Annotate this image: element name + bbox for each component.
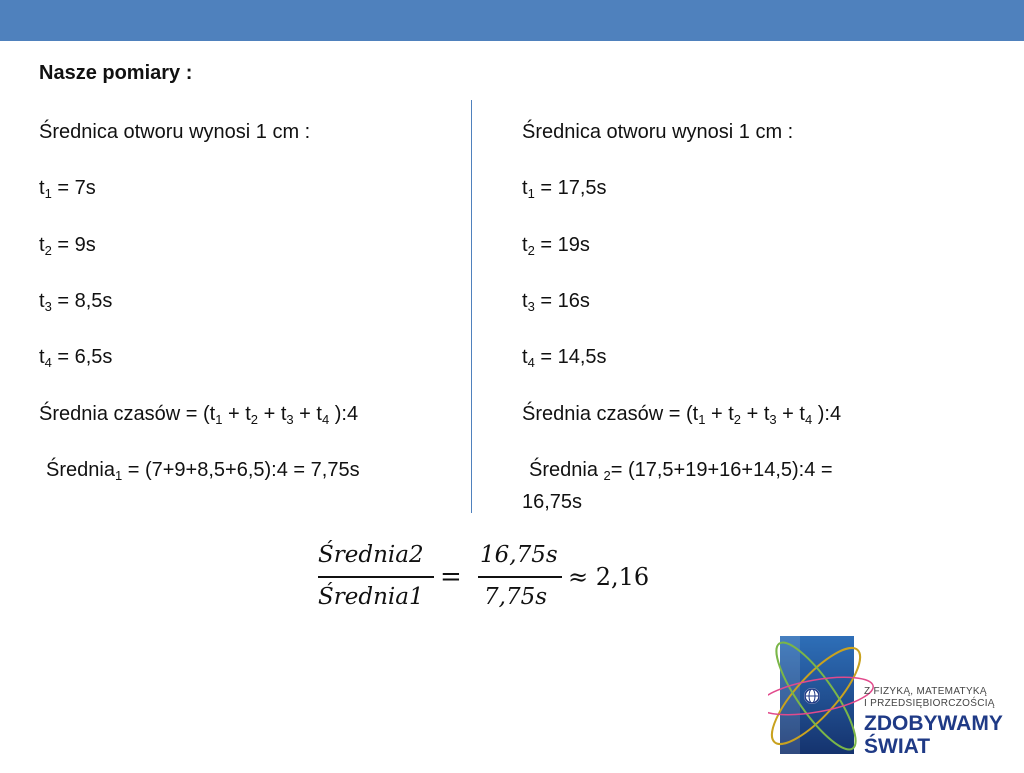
ratio-denominator-value: 7,75s bbox=[484, 584, 548, 610]
logo-tagline-2: I PRZEDSIĘBIORCZOŚCIĄ bbox=[864, 698, 995, 709]
header-bar bbox=[0, 0, 1024, 41]
fraction-bar-left bbox=[318, 576, 434, 578]
right-avg-result-cont: 16,75s bbox=[522, 491, 583, 513]
project-logo bbox=[768, 622, 1024, 768]
right-avg-formula: Średnia czasów = ($t_1 + t_2 + t_3 + t_4$ ):4 bbox=[522, 403, 842, 427]
right-t4: $t_4 = 14,5s$ bbox=[522, 346, 607, 370]
left-t3: $t_3 = 8,5s$ bbox=[39, 290, 113, 314]
ratio-approx-result: ≈ 2,16 bbox=[568, 563, 650, 591]
logo-title-1: ZDOBYWAMY bbox=[864, 712, 1003, 735]
right-t2: $t_2 = 19s$ bbox=[522, 234, 590, 258]
left-avg-result: Średnia$_1$ = (7+9+8,5+6,5):4 = 7,75s bbox=[46, 459, 360, 483]
right-t3: $t_3 = 16s$ bbox=[522, 290, 590, 314]
left-t2: $t_2 = 9s$ bbox=[39, 234, 96, 258]
right-diameter: Średnica otworu wynosi 1 cm : bbox=[522, 121, 794, 143]
left-t1: $t_1 = 7s$ bbox=[39, 177, 96, 201]
left-diameter: Średnica otworu wynosi 1 cm : bbox=[39, 121, 311, 143]
column-divider bbox=[471, 100, 472, 513]
fraction-bar-right bbox=[478, 576, 562, 578]
left-t4: $t_4 = 6,5s$ bbox=[39, 346, 113, 370]
logo-tagline-1: Z FIZYKĄ, MATEMATYKĄ bbox=[864, 686, 987, 697]
ratio-formula bbox=[318, 538, 658, 616]
left-avg-formula: Średnia czasów = ($t_1 + t_2 + t_3 + t_4$ ):4 bbox=[39, 403, 359, 427]
right-t1: $t_1 = 17,5s$ bbox=[522, 177, 607, 201]
logo-title-2: ŚWIAT bbox=[864, 735, 931, 758]
right-avg-result: Średnia $_2$= (17,5+19+16+14,5):4 = bbox=[529, 459, 833, 483]
ratio-numerator-value: 16,75s bbox=[480, 542, 558, 568]
equals-sign: = bbox=[440, 562, 462, 592]
page-title: Nasze pomiary : bbox=[39, 62, 193, 84]
ratio-denominator-label: Średnia1 bbox=[318, 584, 424, 610]
ratio-numerator-label: Średnia2 bbox=[318, 542, 424, 568]
